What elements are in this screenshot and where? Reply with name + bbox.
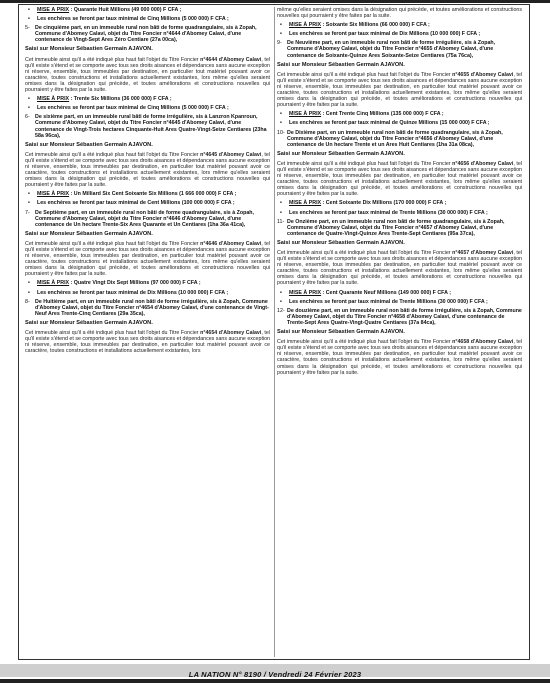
desc-text: Cet immeuble ainsi qu'il a été indiqué plus haut fait l'objet du Titre Foncier <box>25 56 201 63</box>
desc-text: Cet immeuble ainsi qu'il a été indiqué plus haut fait l'objet du Titre Foncier <box>277 339 453 346</box>
property-description <box>277 250 522 287</box>
lot-description: De sixième part, en un immeuble rural bâti de forme irrégulière, sis à Lanzron Kpanroun, Commune d'Abomey Calavi, objet du Titre Foncier n°4645 d'Abomey Calavi, d'une contenance de Vingt-Trois hectares Cinquante-Huit Ares Quatre-Vingt-Seize Centiares (23ha 58a 96ca), <box>35 114 267 139</box>
lot-description: De Septième part, en un immeuble rural non bâti de forme quadrangulaire, sis à Zopah, Commune d'Abomey Calavi, objet du Titre Foncier n°4646 d'Abomey Calavi, d'une contenance de Un hectare Trente-Six Ares Quarante et Un Centiares (1ha 36a 41ca), <box>35 209 254 228</box>
desc-text: Cet immeuble ainsi qu'il a été indiqué plus haut fait l'objet du Titre Foncier <box>277 250 453 256</box>
auction-bullet <box>277 111 522 117</box>
bullet-icon: • <box>280 298 282 305</box>
desc-text: même qu'elles seraient omises dans la désignation qui précède, et toutes améliorations et constructions nouvelles qui pourraient y être faites par la suite. <box>277 7 522 20</box>
auction-bullet <box>25 191 270 197</box>
auction-bullet <box>277 200 522 206</box>
auction-bullet <box>277 22 522 28</box>
lot-description: De cinquième part, en un immeuble rural non bâti de forme quadrangulaire, sis à Zopah, Commune d'Abomey Calavi, objet du Titre Foncier n°4644 d'Abomey Calavi, d'une contenance de Vingt-Sept Ares Zéro Centiare (27a 00ca), <box>35 25 257 44</box>
auction-bullet <box>277 299 522 305</box>
price-label: MISE À PRIX <box>37 191 70 198</box>
lot-description: De douzième part, en un immeuble rural non bâti de forme irrégulière, sis à Zopah, Commune d'Abomey Calavi, objet du Titre Foncier n°4658 d'Abomey Calavi, d'une contenance de Trente-Sept Ares Quatre-Vingt-Quatre Centiares (37a 84ca), <box>287 307 522 326</box>
lot-heading <box>277 40 522 58</box>
bullet-icon: • <box>280 289 282 296</box>
bullet-text: : Cent Soixante Dix Millions (170 000 000) F CFA ; <box>321 200 447 207</box>
property-description <box>277 339 522 376</box>
seized-owner: Saisi sur Monsieur Sébastien Germain AJAVON. <box>277 239 405 246</box>
auction-bullet <box>277 290 522 296</box>
bullet-text: Les enchères se feront par taux minimal de Cinq Millions (5 000 000) F CFA ; <box>37 105 229 112</box>
auction-bullet <box>25 105 270 111</box>
bullet-icon: • <box>280 209 282 216</box>
bullet-text: : Cent Trente Cinq Millions (135 000 000) F CFA ; <box>321 111 444 118</box>
bullet-icon: • <box>28 105 30 112</box>
property-description <box>277 161 522 198</box>
lot-number: 9- <box>277 40 282 47</box>
bullet-text: : Quatre Vingt Dix Sept Millions (97 000 000) F CFA ; <box>69 280 201 287</box>
bullet-text: Les enchères se feront par taux minimal de Dix Millions (10 000 000) F CFA ; <box>289 31 481 38</box>
lot-description: De Huitième part, en un immeuble rural non bâti de forme irrégulière, sis à Zopah, Commune d'Abomey Calavi, objet du Titre Foncier n°4654 d'Abomey Calavi, d'une contenance de Vingt-Neuf Ares Trente-Cinq Centiares (29a 35ca), <box>35 298 269 317</box>
seized-owner: Saisi sur Monsieur Sébastien Germain AJAVON. <box>25 230 153 237</box>
lot-number: 11- <box>277 218 285 225</box>
auction-bullet <box>277 31 522 37</box>
bullet-text: Les enchères se feront par taux minimal de Cent Millions (100 000 000) F CFA ; <box>37 200 235 207</box>
lot-number: 5- <box>25 25 30 32</box>
bullet-text: Les enchères se feront par taux minimal de Cinq Millions (5 000 000) F CFA ; <box>37 16 229 23</box>
lot-number: 6- <box>25 114 30 121</box>
lot-heading <box>277 130 522 148</box>
title-number: n°4657 d'Abomey Calavi <box>452 250 514 256</box>
auction-bullet <box>277 210 522 216</box>
bullet-icon: • <box>280 22 282 29</box>
bottom-rule <box>0 679 550 683</box>
lot-number: 10- <box>277 129 285 136</box>
bullet-text: Les enchères se feront par taux minimal de Trente Millions (30 000 000) F CFA ; <box>289 209 488 216</box>
price-label: MISE À PRIX <box>37 280 70 287</box>
lot-heading <box>25 25 270 43</box>
seized-owner: Saisi sur Monsieur Sébastien Germain AJAVON. <box>25 141 153 148</box>
desc-text: , tel qu'il existe s'étend et se comporte avec tous ses droits aisances et dépendances sans aucune exception ni réserve, ensemble, tous immeubles par destination, en particulier tout matériel pouvant avoir ce caractère, toutes constructions et installations actuellement existantes, lors même qu'elles seraient omises dans la désignation qui précède, et toutes améliorations et constructions nouvelles qui pourraient y être faites par la suite. <box>25 56 270 94</box>
bullet-text: : Quarante Huit Millions (49 000 000) F CFA ; <box>69 7 182 13</box>
desc-text: , tel qu'il existe s'étend et se comporte avec tous ses droits aisances et dépendances sans aucune exception ni réserve, ensemble, tous immeubles par destination, en particulier tout matériel pouvant avoir ce caractère, toutes constructions et installations actuellement existantes, lors même qu'elles seraient omises dans la désignation qui précède, et toutes améliorations et constructions nouvelles qui pourraient y être faites par la suite. <box>277 339 522 376</box>
property-description <box>277 7 522 19</box>
desc-text: , tel qu'il existe s'étend et se comporte avec tous ses droits aisances et dépendances sans aucune exception ni réserve, ensemble, tous immeubles par destination, en particulier tout matériel pouvant avoir ce caractère, toutes constructions et installations actuellement existantes, lors même qu'elles seraient omises dans la désignation qui précède, et toutes améliorations et constructions nouvelles qui pourraient y être faites par la suite. <box>277 250 522 287</box>
price-label: MISE À PRIX <box>289 111 322 118</box>
bullet-icon: • <box>28 7 30 13</box>
bullet-text: Les enchères se feront par taux minimal de Dix Millions (10 000 000) F CFA ; <box>37 289 229 296</box>
property-description <box>277 72 522 109</box>
desc-text: , tel qu'il existe s'étend et se comporte avec tous ses droits aisances et dépendances sans aucune exception ni réserve, ensemble, tous immeubles par destination, en particulier tout matériel pouvant avoir ce caractère, toutes constructions et installations actuellement existantes, lors même qu'elles seraient omises dans la désignation qui précède, et toutes améliorations et constructions nouvelles qui pourraient y être faites par la suite. <box>25 151 270 189</box>
lot-heading <box>277 219 522 237</box>
desc-text: Cet immeuble ainsi qu'il a été indiqué plus haut fait l'objet du Titre Foncier <box>277 160 453 167</box>
column-divider <box>274 7 275 657</box>
bullet-icon: • <box>28 191 30 198</box>
title-number: n°4656 d'Abomey Calavi <box>452 160 514 167</box>
bullet-icon: • <box>28 96 30 103</box>
lot-heading <box>25 114 270 138</box>
price-label: MISE À PRIX <box>37 96 70 103</box>
title-number: n°4655 d'Abomey Calavi <box>452 71 514 78</box>
title-number: n°4654 d'Abomey Calavi <box>200 330 262 337</box>
price-label: MISE À PRIX <box>289 200 322 207</box>
seized-owner: Saisi sur Monsieur Sébastien Germain AJAVON. <box>277 61 405 68</box>
auction-bullet <box>25 200 270 206</box>
title-number: n°4658 d'Abomey Calavi <box>452 339 514 346</box>
lot-number: 12- <box>277 307 285 314</box>
bullet-icon: • <box>28 280 30 287</box>
bullet-text: Les enchères se feront par taux minimal de Trente Millions (30 000 000) F CFA ; <box>289 298 488 305</box>
auction-bullet <box>25 280 270 286</box>
bullet-icon: • <box>280 111 282 118</box>
desc-text: , tel qu'il existe s'étend et se comporte avec tous ses droits aisances et dépendances sans aucune exception ni réserve, ensemble, tous immeubles par destination, en particulier tout matériel pouvant avoir ce caractère, toutes constructions et installations actuellement existantes, lors même qu'elles seraient omises dans la désignation qui précède, et toutes améliorations et constructions nouvelles qui pourraient y être faites par la suite. <box>277 160 522 198</box>
legal-notice-frame <box>18 4 530 660</box>
bullet-text: : Trente Six Millions (36 000 000) F CFA ; <box>69 96 172 103</box>
footer-text: LA NATION N° 8190 / Vendredi 24 Février 2023 <box>188 670 362 679</box>
seized-owner: Saisi sur Monsieur Sébastien Germain AJAVON. <box>277 150 405 157</box>
bullet-icon: • <box>28 289 30 296</box>
lot-description: De Neuvième part, en un immeuble rural non bâti de forme irrégulière, sis à Zopah, Commune d'Abomey Calavi, objet du Titre Foncier n°4655 d'Abomey Calavi, d'une contenance de Soixante-Quinze Ares Soixante-Seize Centiares (75a 76ca), <box>287 40 496 59</box>
lot-heading <box>25 299 270 317</box>
lot-number: 7- <box>25 209 30 216</box>
seized-owner: Saisi sur Monsieur Sébastien Germain AJAVON. <box>277 329 405 336</box>
title-number: n°4644 d'Abomey Calavi <box>200 56 262 63</box>
bullet-icon: • <box>280 31 282 38</box>
bullet-text: Les enchères se feront par taux minimal de Quinze Millions (15 000 000) F CFA ; <box>289 120 490 127</box>
right-column <box>277 7 522 657</box>
bullet-text: : Un Milliard Six Cent Soixante Six Millions (1 666 000 000) F CFA ; <box>69 191 237 198</box>
auction-bullet <box>25 96 270 102</box>
bullet-text: : Soixante Six Millions (66 000 000) F CFA ; <box>321 22 430 29</box>
auction-bullet <box>277 120 522 126</box>
lot-heading <box>277 308 522 326</box>
property-description <box>25 57 270 94</box>
title-number: n°4646 d'Abomey Calavi <box>200 240 262 247</box>
bullet-icon: • <box>280 120 282 127</box>
lot-description: De Dixième part, en un immeuble rural non bâti de forme quadrangulaire, sis à Zopah, Commune d'Abomey Calavi, objet du Titre Foncier n°4656 d'Abomey Calavi, d'une contenance de Un hectare Trente et un Ares Huit Centiares (1ha 31a 08ca), <box>287 129 503 148</box>
lot-description: De Onzième part, en un immeuble rural non bâti de forme quadrangulaire, sis à Zopah, Commune d'Abomey Calavi, objet du Titre Foncier n°4657 d'Abomey Calavi, d'une contenance de Quatre-Vingt-Quinze Ares Trente-Sept Centiares (95a 37ca), <box>287 218 505 237</box>
desc-text: Cet immeuble ainsi qu'il a été indiqué plus haut fait l'objet du Titre Foncier <box>25 240 201 247</box>
bullet-icon: • <box>280 200 282 207</box>
price-label: MISE À PRIX <box>37 7 70 13</box>
lot-heading <box>25 210 270 228</box>
page-footer <box>0 664 550 677</box>
property-description <box>25 330 270 354</box>
desc-text: Cet immeuble ainsi qu'il a été indiqué plus haut fait l'objet du Titre Foncier <box>25 330 201 337</box>
desc-text: Cet immeuble ainsi qu'il a été indiqué plus haut fait l'objet du Titre Foncier <box>277 71 453 78</box>
top-rule <box>0 0 550 3</box>
desc-text: , tel qu'il existe s'étend et se comporte avec tous ses droits aisances et dépendances sans aucune exception ni réserve, ensemble, tous immeubles par destination, en particulier tout matériel pouvant avoir ce caractère, toutes constructions et installations actuellement existantes, lors même qu'elles seraient omises dans la désignation qui précède, et toutes améliorations et constructions nouvelles qui pourraient y être faites par la suite. <box>25 240 270 278</box>
desc-text: , tel qu'il existe s'étend et se comporte avec tous ses droits aisances et dépendances sans aucune exception ni réserve, ensemble, tous immeubles par destination, en particulier tout matériel pouvant avoir ce caractère, toutes constructions et installations actuellement existantes, lors <box>25 330 270 355</box>
bullet-icon: • <box>28 16 30 23</box>
desc-text: Cet immeuble ainsi qu'il a été indiqué plus haut fait l'objet du Titre Foncier <box>25 151 201 158</box>
auction-bullet <box>25 7 270 13</box>
auction-bullet <box>25 290 270 296</box>
property-description <box>25 152 270 189</box>
seized-owner: Saisi sur Monsieur Sébastien Germain AJAVON. <box>25 319 153 326</box>
left-column <box>25 7 270 657</box>
lot-number: 8- <box>25 298 30 305</box>
desc-text: , tel qu'il existe s'étend et se comporte avec tous ses droits aisances et dépendances sans aucune exception ni réserve, ensemble, tous immeubles par destination, en particulier tout matériel pouvant avoir ce caractère, toutes constructions et installations actuellement existantes, lors même qu'elles seraient omises dans la désignation qui précède, et toutes améliorations et constructions nouvelles qui pourraient y être faites par la suite. <box>277 71 522 109</box>
price-label: MISE À PRIX <box>289 289 322 296</box>
price-label: MISE À PRIX <box>289 22 322 29</box>
bullet-text: : Cent Quarante Neuf Millions (149 000 000) F CFA ; <box>321 289 451 296</box>
bullet-icon: • <box>28 200 30 207</box>
seized-owner: Saisi sur Monsieur Sébastien Germain AJAVON. <box>25 46 153 53</box>
property-description <box>25 241 270 278</box>
auction-bullet <box>25 16 270 22</box>
title-number: n°4645 d'Abomey Calavi <box>200 151 262 158</box>
